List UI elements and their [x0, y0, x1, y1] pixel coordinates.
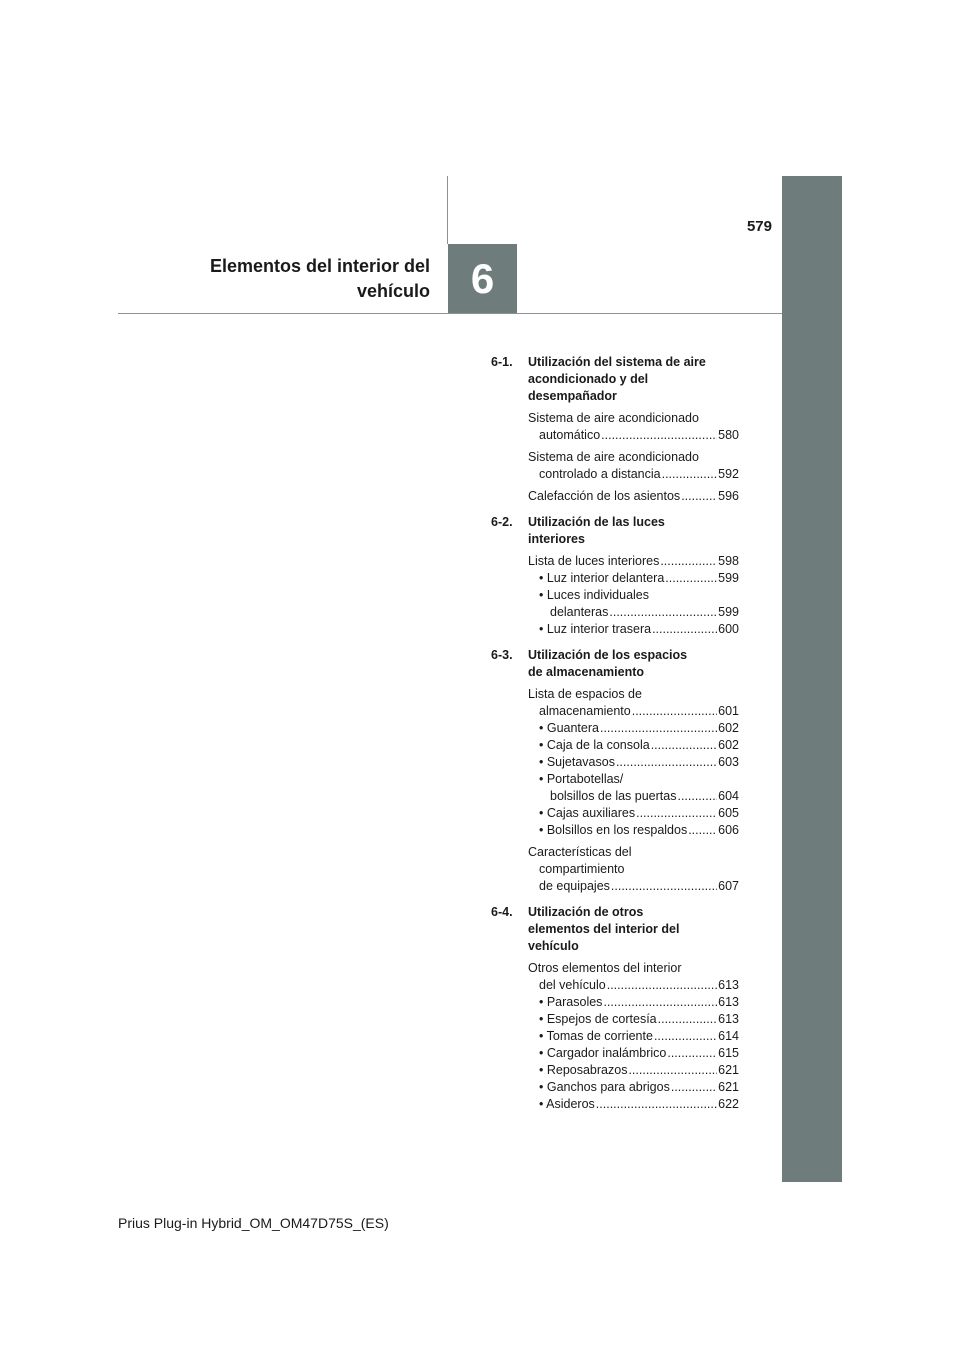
- toc-entry-text: almacenamiento: [539, 704, 631, 718]
- toc-entry-body: [539, 1079, 739, 1096]
- toc-page-number: 596: [718, 489, 739, 503]
- toc-entry-text: • Bolsillos en los respaldos: [539, 823, 688, 837]
- toc-page-number: 599: [718, 571, 739, 585]
- toc-entry-leader-line: [528, 703, 739, 720]
- leader-dots: [628, 1062, 717, 1079]
- toc-entry-leader-line: [528, 466, 739, 483]
- toc-entry-body: [539, 822, 739, 839]
- leader-dots: [607, 977, 717, 994]
- toc-section-title-line: elementos del interior del: [528, 922, 680, 936]
- toc-entry-line: Lista de espacios de: [528, 687, 642, 701]
- toc-entry: [491, 449, 739, 483]
- toc-entry-text: automático: [539, 428, 601, 442]
- leader-dots: [601, 427, 717, 444]
- toc-entry-body: [528, 960, 739, 994]
- toc-entry-body: [539, 737, 739, 754]
- toc-subentry: [528, 570, 739, 587]
- toc-subentry: [528, 1045, 739, 1062]
- toc-entry-text: • Parasoles: [539, 995, 603, 1009]
- leader-dots: [665, 570, 717, 587]
- toc-section-title: [528, 514, 739, 548]
- toc-subentry: [528, 1011, 739, 1028]
- toc-entry-text: Calefacción de los asientos: [528, 489, 681, 503]
- toc-subentry: [528, 771, 739, 805]
- toc-entry-leader-line: [528, 878, 739, 895]
- toc-entry-line: Características del: [528, 845, 632, 859]
- toc-entry: [491, 844, 739, 895]
- toc-section-number: 6-1.: [491, 355, 513, 369]
- toc-entry-leader-line: [528, 427, 739, 444]
- toc-entry-body: [528, 449, 739, 483]
- toc-entry-leader-line: [539, 737, 739, 754]
- toc-entry-leader-line: [539, 1011, 739, 1028]
- toc-entry-text: • Reposabrazos: [539, 1063, 628, 1077]
- header-vertical-rule: [447, 176, 448, 244]
- toc-entry-body: [528, 488, 739, 505]
- toc-page-number: 592: [718, 467, 739, 481]
- toc-page-number: 602: [718, 721, 739, 735]
- toc-entry-leader-line: [539, 1062, 739, 1079]
- toc-subentry: [528, 1028, 739, 1045]
- toc-section: [491, 354, 739, 505]
- toc-page-number: 601: [718, 704, 739, 718]
- toc-entry-line: Sistema de aire acondicionado: [528, 411, 699, 425]
- toc-page-number: 605: [718, 806, 739, 820]
- toc-entry-text: • Asideros: [539, 1097, 595, 1111]
- toc-section-title-line: Utilización del sistema de aire: [528, 355, 706, 369]
- leader-dots: [660, 553, 717, 570]
- leader-dots: [600, 720, 717, 737]
- toc-entry-text: del vehículo: [539, 978, 606, 992]
- toc-entry-body: [539, 1028, 739, 1045]
- toc-entry-body: [539, 720, 739, 737]
- toc-entry-text: • Luz interior delantera: [539, 571, 665, 585]
- toc-section: [491, 514, 739, 638]
- toc-entry-text: • Luz interior trasera: [539, 622, 652, 636]
- leader-dots: [654, 1028, 717, 1045]
- leader-dots: [651, 737, 717, 754]
- toc-entry-text: delanteras: [550, 605, 609, 619]
- toc-page-number: 602: [718, 738, 739, 752]
- toc-entry-leader-line: [539, 805, 739, 822]
- page-number: 579: [746, 218, 772, 235]
- toc-page-number: 613: [718, 1012, 739, 1026]
- leader-dots: [611, 878, 717, 895]
- toc-section-number: 6-4.: [491, 905, 513, 919]
- leader-dots: [677, 788, 717, 805]
- toc-entry-leader-line: [528, 488, 739, 505]
- toc-page-number: 622: [718, 1097, 739, 1111]
- toc-section: [491, 904, 739, 1113]
- toc-subentry: [528, 737, 739, 754]
- toc-entry-text: • Guantera: [539, 721, 599, 735]
- toc-entry-text: • Cargador inalámbrico: [539, 1046, 667, 1060]
- toc-entry-body: [539, 1096, 739, 1113]
- toc-entry-body: [539, 754, 739, 771]
- toc-entry-body: [539, 587, 739, 621]
- toc-section-number: 6-2.: [491, 515, 513, 529]
- leader-dots: [632, 703, 717, 720]
- toc-section-title-line: Utilización de otros: [528, 905, 644, 919]
- toc-page-number: 606: [718, 823, 739, 837]
- toc-page-number: 613: [718, 978, 739, 992]
- toc-page-number: 600: [718, 622, 739, 636]
- toc-page-number: 621: [718, 1063, 739, 1077]
- toc-subentry: [528, 1062, 739, 1079]
- leader-dots: [636, 805, 717, 822]
- toc-entry-leader-line: [528, 977, 739, 994]
- toc-entry-body: [539, 621, 739, 638]
- toc-entry-text: • Espejos de cortesía: [539, 1012, 657, 1026]
- toc-section-heading: [491, 354, 739, 405]
- toc-page-number: 580: [718, 428, 739, 442]
- toc-entry-leader-line: [539, 822, 739, 839]
- toc-entry-line: Otros elementos del interior: [528, 961, 682, 975]
- toc-entry-text: Lista de luces interiores: [528, 554, 660, 568]
- leader-dots: [658, 1011, 718, 1028]
- chapter-title: [110, 254, 430, 304]
- toc-section-title-line: interiores: [528, 532, 585, 546]
- toc-entry-text: controlado a distancia: [539, 467, 661, 481]
- leader-dots: [609, 604, 717, 621]
- leader-dots: [688, 822, 717, 839]
- toc-section-heading: [491, 647, 739, 681]
- toc-entry-body: [528, 410, 739, 444]
- leader-dots: [681, 488, 717, 505]
- toc-subentry: [528, 1079, 739, 1096]
- toc-section-number: 6-3.: [491, 648, 513, 662]
- toc-entry-leader-line: [539, 994, 739, 1011]
- toc-section-title-line: acondicionado y del: [528, 372, 649, 386]
- toc-entry-leader-line: [539, 788, 739, 805]
- toc-section-title-line: vehículo: [528, 939, 579, 953]
- toc-entry-body: [528, 844, 739, 895]
- toc-entry: [491, 488, 739, 505]
- leader-dots: [596, 1096, 717, 1113]
- toc-section-title-line: de almacenamiento: [528, 665, 645, 679]
- toc-section-title-line: Utilización de los espacios: [528, 648, 688, 662]
- chapter-side-tab: [782, 176, 842, 1182]
- footer-document-id: Prius Plug-in Hybrid_OM_OM47D75S_(ES): [118, 1215, 389, 1231]
- toc-entry-leader-line: [539, 754, 739, 771]
- toc-subentry: [528, 822, 739, 839]
- toc-entry-leader-line: [539, 1045, 739, 1062]
- toc-entry-text: • Sujetavasos: [539, 755, 615, 769]
- leader-dots: [667, 1045, 717, 1062]
- toc-section-heading: [491, 514, 739, 548]
- toc-subentry: [528, 621, 739, 638]
- toc-section-title: [528, 904, 739, 955]
- toc-entry-body: [539, 994, 739, 1011]
- toc-entry-line: Sistema de aire acondicionado: [528, 450, 699, 464]
- toc-subentry: [528, 754, 739, 771]
- toc-page-number: 599: [718, 605, 739, 619]
- toc-subentry: [528, 720, 739, 737]
- toc-entry-text: • Caja de la consola: [539, 738, 650, 752]
- toc-entry: [491, 410, 739, 444]
- toc-section-heading: [491, 904, 739, 955]
- toc-section-title: [528, 354, 739, 405]
- toc-entry-leader-line: [539, 1079, 739, 1096]
- toc-entry: [491, 553, 739, 638]
- toc-entry-line: • Luces individuales: [539, 588, 649, 602]
- toc-page-number: 603: [718, 755, 739, 769]
- toc-subentry: [528, 994, 739, 1011]
- toc-page-number: 614: [718, 1029, 739, 1043]
- toc-page-number: 621: [718, 1080, 739, 1094]
- toc-entry-line: compartimiento: [539, 862, 625, 876]
- toc-entry-body: [539, 1045, 739, 1062]
- chapter-number-box: [448, 244, 517, 313]
- toc-entry-text: bolsillos de las puertas: [550, 789, 677, 803]
- chapter-number: 6: [470, 254, 495, 302]
- toc-entry: [491, 686, 739, 839]
- toc-entry-body: [539, 771, 739, 805]
- toc-entry-leader-line: [539, 621, 739, 638]
- toc-entry: [491, 960, 739, 1113]
- toc-subentry: [528, 587, 739, 621]
- chapter-title-line: vehículo: [356, 281, 430, 301]
- toc-page-number: 607: [718, 879, 739, 893]
- leader-dots: [603, 994, 717, 1011]
- toc-page-number: 615: [718, 1046, 739, 1060]
- toc-entry-text: • Ganchos para abrigos: [539, 1080, 670, 1094]
- toc-entry-text: de equipajes: [539, 879, 610, 893]
- toc-entry-line: • Portabotellas/: [539, 772, 624, 786]
- toc-entry-body: [539, 570, 739, 587]
- toc-entry-text: • Tomas de corriente: [539, 1029, 653, 1043]
- toc-entry-body: [539, 1011, 739, 1028]
- toc-entry-body: [528, 686, 739, 720]
- toc-entry-body: [539, 805, 739, 822]
- leader-dots: [616, 754, 717, 771]
- toc-entry-text: • Cajas auxiliares: [539, 806, 636, 820]
- toc-entry-body: [539, 1062, 739, 1079]
- toc-section: [491, 647, 739, 895]
- toc-entry-leader-line: [539, 604, 739, 621]
- chapter-title-line: Elementos del interior del: [209, 256, 430, 276]
- toc-subentry: [528, 1096, 739, 1113]
- table-of-contents: [491, 354, 739, 1122]
- toc-page-number: 613: [718, 995, 739, 1009]
- toc-section-title-line: desempañador: [528, 389, 617, 403]
- toc-entry-leader-line: [528, 553, 739, 570]
- toc-entry-leader-line: [539, 570, 739, 587]
- toc-page-number: 598: [718, 554, 739, 568]
- toc-entry-leader-line: [539, 720, 739, 737]
- toc-subentry: [528, 805, 739, 822]
- toc-section-title-line: Utilización de las luces: [528, 515, 665, 529]
- leader-dots: [652, 621, 717, 638]
- header-horizontal-rule: [118, 313, 782, 314]
- toc-section-title: [528, 647, 739, 681]
- toc-entry-body: [528, 553, 739, 570]
- toc-entry-leader-line: [539, 1028, 739, 1045]
- leader-dots: [662, 466, 718, 483]
- leader-dots: [671, 1079, 717, 1096]
- toc-page-number: 604: [718, 789, 739, 803]
- toc-entry-leader-line: [539, 1096, 739, 1113]
